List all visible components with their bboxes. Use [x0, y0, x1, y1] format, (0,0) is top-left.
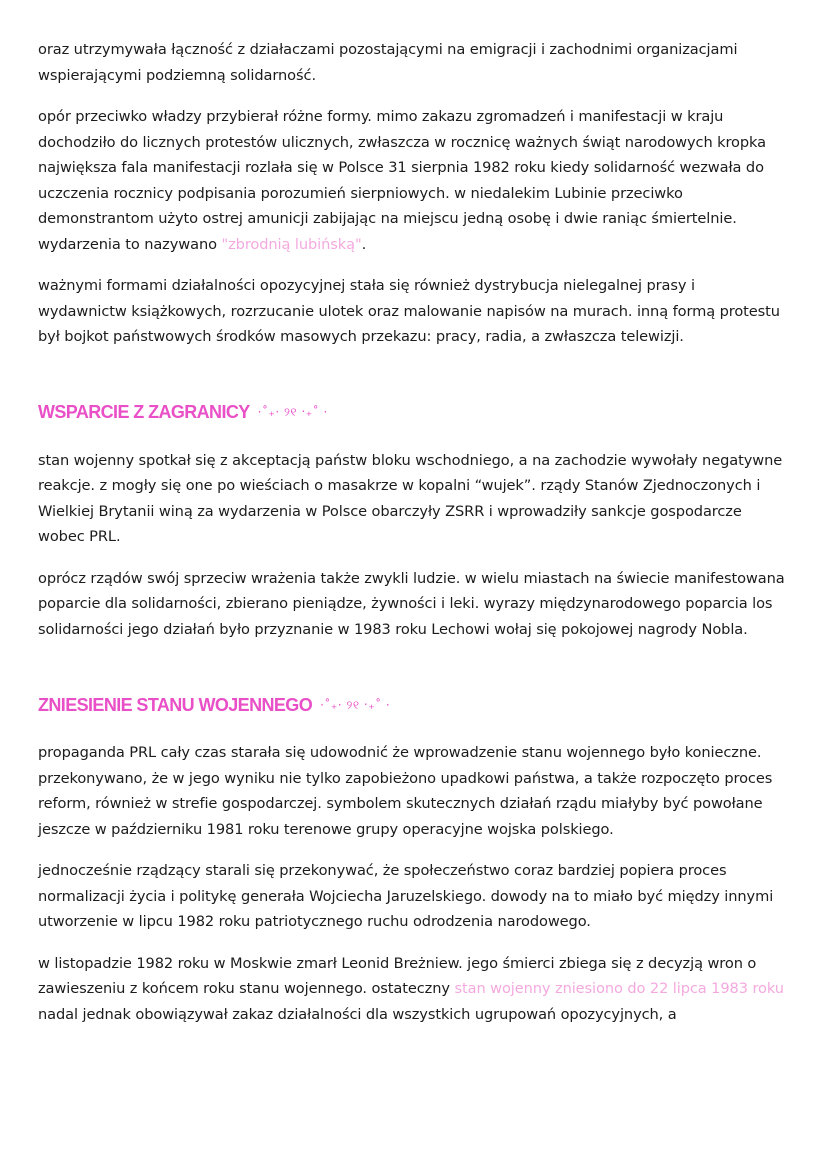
paragraph-text: w listopadzie 1982 roku w Moskwie zmarł Leonid Breżniew. jego śmierci zbiega się z decyzją wron o zawieszeniu z końcem roku stanu wojennego. ostateczny	[38, 954, 757, 997]
paragraph-emigration	[38, 37, 788, 88]
paragraph-text: opór przeciwko władzy przybierał różne formy. mimo zakazu zgromadzeń i manifestacji w kraju dochodziło do licznych protestów ulicznych, zwłaszcza w rocznicę ważnych świąt narodowych kropka największa fala manifestacji rozlała się w Polsce 31 sierpnia 1982 roku kiedy solidarność wezwała do uczczenia rocznicy podpisania porozumień sierpniowych. w niedalekim Lubinie przeciwko demonstrantom użyto ostrej amunicji zabijając na miejscu jedną osobę i dwie raniąc śmiertelnie. wydarzenia to nazywano	[38, 108, 766, 253]
heading-text: ZNIESIENIE STANU WOJENNEGO	[38, 694, 313, 715]
paragraph-text: nadal jednak obowiązywał zakaz działalności dla wszystkich ugrupowań opozycyjnych, a	[38, 1005, 677, 1023]
paragraph-text: stan wojenny spotkał się z akceptacją państw bloku wschodniego, a na zachodzie wywołały negatywne reakcje. z mogły się one po wieściach o masakrze w kopalni “wujek”. rządy Stanów Zjednoczonych i Wielkiej Brytanii winą za wydarzenia w Polsce obarczyły ZSRR i wprowadziły sankcje gospodarcze wobec PRL.	[38, 451, 783, 545]
paragraph-text: oprócz rządów swój sprzeciw wrażenia także zwykli ludzie. w wielu miastach na świecie manifestowana poparcie dla solidarności, zbierano pieniądze, żywności i leki. wyrazy międzynarodowego poparcia los solidarności jego działań było przyznanie w 1983 roku Lechowi wołaj się pokojowej nagrody Nobla.	[38, 569, 785, 638]
paragraph-normalization	[38, 858, 788, 935]
paragraph-brezhnev	[38, 951, 788, 1028]
paragraph-protests	[38, 104, 788, 257]
highlight-martial-law-lifted: stan wojenny zniesiono do 22 lipca 1983 roku	[454, 980, 784, 997]
highlight-lubin-crime: "zbrodnią lubińską"	[221, 235, 362, 253]
sparkle-decoration-icon: ·˚₊· ୨୧ ‧₊˚ ·	[257, 405, 328, 419]
paragraph-public-support	[38, 566, 788, 643]
paragraph-text: .	[361, 235, 367, 253]
sparkle-decoration-icon: ·˚₊· ୨୧ ‧₊˚ ·	[320, 697, 391, 712]
section-heading-foreign-support	[38, 398, 788, 428]
paragraph-international-reaction	[38, 448, 788, 550]
paragraph-propaganda	[38, 740, 788, 842]
paragraph-text: oraz utrzymywała łączność z działaczami pozostającymi na emigracji i zachodnimi organizacjami wspierającymi podziemną solidarność.	[38, 41, 738, 84]
paragraph-text: jednocześnie rządzący starali się przekonywać, że społeczeństwo coraz bardziej popiera proces normalizacji życia i politykę generała Wojciecha Jaruzelskiego. dowody na to miało być między innymi utworzenie w lipcu 1982 roku patriotycznego ruchu odrodzenia narodowego.	[38, 862, 774, 930]
heading-text: WSPARCIE Z ZAGRANICY	[38, 402, 250, 422]
section-heading-martial-law-end	[38, 690, 788, 720]
paragraph-text: propaganda PRL cały czas starała się udowodnić że wprowadzenie stanu wojennego było konieczne. przekonywano, że w jego wyniku nie tylko zapobieżono upadkowi państwa, a także rozpoczęto proces reform, również w strefie gospodarczej. symbolem skutecznych działań rządu miałyby być powołane jeszcze w październiku 1981 roku terenowe grupy operacyjne wojska polskiego.	[38, 744, 773, 838]
paragraph-opposition-forms	[38, 273, 788, 350]
paragraph-text: ważnymi formami działalności opozycyjnej stała się również dystrybucja nielegalnej prasy i wydawnictw książkowych, rozrzucanie ulotek oraz malowanie napisów na murach. inną formą protestu był bojkot państwowych środków masowych przekazu: pracy, radia, a zwłaszcza telewizji.	[38, 277, 780, 345]
